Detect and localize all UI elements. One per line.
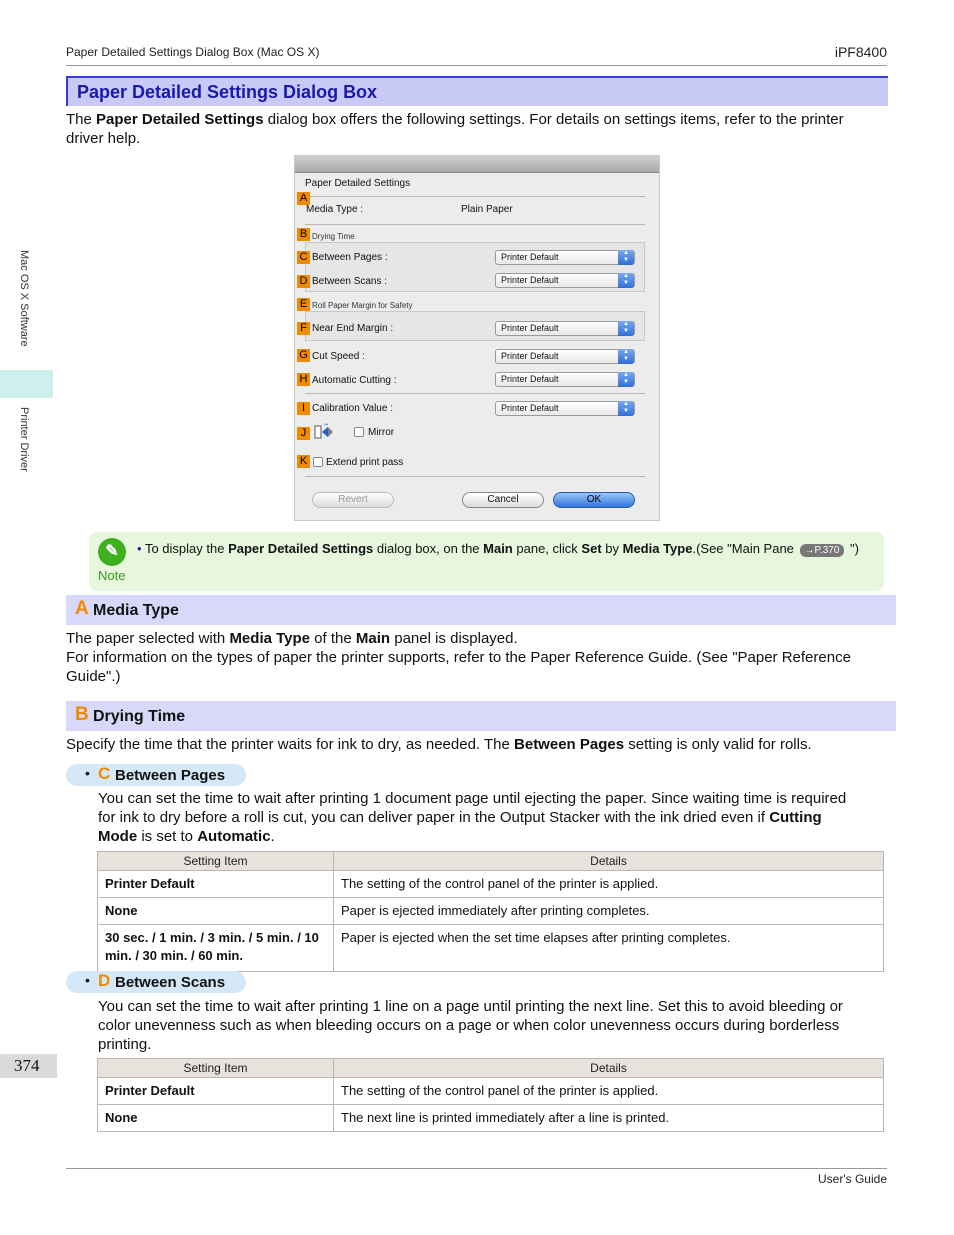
- callout-letter-h: H: [297, 373, 310, 386]
- note-text-2: dialog box, on the: [373, 541, 484, 556]
- media-type-text-1: The paper selected with: [66, 630, 230, 647]
- popup-value: Printer Default: [501, 403, 559, 413]
- between-pages-bold-2: Mode: [98, 828, 138, 845]
- between-scans-text-2: color unevenness such as when bleeding occurs on a page or when color unevenness occurs during borderless: [98, 1017, 840, 1034]
- table-row: [98, 871, 884, 898]
- between-scans-label: Between Scans :: [312, 276, 388, 287]
- media-type-paragraph: [66, 629, 896, 686]
- table-cell-details: Paper is ejected immediately after printing completes.: [334, 898, 884, 925]
- table-header-details: Details: [334, 852, 884, 871]
- between-scans-paragraph: [98, 997, 888, 1054]
- note-bold-3: Set: [581, 541, 602, 556]
- between-pages-text-4: .: [270, 828, 275, 845]
- table-header-details: Details: [334, 1059, 884, 1078]
- side-tab-highlight: [0, 370, 53, 398]
- table-row: [98, 1078, 884, 1105]
- header-divider: [66, 65, 887, 66]
- intro-bold-1: Paper Detailed Settings: [96, 111, 264, 128]
- running-header-model: iPF8400: [834, 44, 887, 60]
- page-number: 374: [0, 1054, 57, 1078]
- media-type-value: Plain Paper: [461, 204, 513, 215]
- section-letter-a: A: [75, 598, 89, 619]
- between-pages-text-3: is set to: [137, 828, 198, 845]
- near-end-margin-label: Near End Margin :: [312, 323, 394, 334]
- callout-letter-d: D: [297, 275, 310, 288]
- note-text-3: pane, click: [512, 541, 582, 556]
- note-text-1: To display the: [144, 541, 229, 556]
- between-pages-bold-1: Cutting: [769, 809, 822, 826]
- note-bold-1: Paper Detailed Settings: [228, 541, 374, 556]
- extend-print-pass-checkbox[interactable]: [313, 457, 323, 467]
- section-letter-b: B: [75, 704, 89, 725]
- table-header-row: [98, 852, 884, 871]
- page-title: Paper Detailed Settings Dialog Box: [77, 82, 378, 102]
- dialog-divider: [305, 476, 645, 477]
- popup-arrows-icon: ▲ ▼: [618, 372, 634, 387]
- table-header-setting-item: Setting Item: [98, 852, 334, 871]
- popup-arrows-icon: ▲ ▼: [618, 250, 634, 265]
- dialog-divider: [305, 224, 645, 225]
- table-cell-item: Printer Default: [98, 1078, 334, 1105]
- cut-speed-label: Cut Speed :: [312, 351, 365, 362]
- dialog-divider: [305, 393, 645, 394]
- section-title-media-type: Media Type: [93, 602, 179, 619]
- media-type-text-5: Guide".): [66, 668, 121, 685]
- mirror-checkbox[interactable]: [354, 427, 364, 437]
- table-cell-details: The setting of the control panel of the printer is applied.: [334, 871, 884, 898]
- between-pages-label: Between Pages :: [312, 252, 388, 263]
- paper-detailed-settings-dialog: [294, 155, 660, 521]
- running-header-title: Paper Detailed Settings Dialog Box (Mac OS X): [66, 45, 320, 59]
- section-header-media-type: [66, 595, 896, 625]
- extend-print-pass-label: Extend print pass: [326, 457, 404, 468]
- between-scans-text-1: You can set the time to wait after printing 1 line on a page until printing the next line. Set this to avoid bleeding or: [98, 998, 843, 1015]
- automatic-cutting-popup[interactable]: [495, 372, 635, 387]
- bullet-icon: •: [137, 541, 142, 556]
- near-end-margin-popup[interactable]: [495, 321, 635, 336]
- note-text-4: by: [601, 541, 623, 556]
- ok-button[interactable]: OK: [553, 492, 635, 508]
- page-title-bar: [66, 76, 888, 106]
- cancel-button[interactable]: Cancel: [462, 492, 544, 508]
- dialog-titlebar: [295, 156, 659, 173]
- between-scans-table: [97, 1058, 884, 1132]
- section-header-drying-time: [66, 701, 896, 731]
- side-tab-mac-os-x-software[interactable]: Mac OS X Software: [18, 250, 30, 347]
- drying-time-group-label: Drying Time: [312, 232, 355, 241]
- table-header-setting-item: Setting Item: [98, 1059, 334, 1078]
- drying-time-bold-1: Between Pages: [514, 736, 625, 753]
- bullet-icon: •: [85, 972, 90, 988]
- callout-letter-g: G: [297, 349, 310, 362]
- note-text-5: .(See "Main Pane: [692, 541, 798, 556]
- note-label: Note: [98, 568, 126, 583]
- table-cell-item: 30 sec. / 1 min. / 3 min. / 5 min. / 10 min. / 30 min. / 60 min.: [98, 925, 334, 972]
- between-scans-popup[interactable]: [495, 273, 635, 288]
- popup-arrows-icon: ▲ ▼: [618, 349, 634, 364]
- table-row: [98, 898, 884, 925]
- table-cell-details: Paper is ejected when the set time elapses after printing completes.: [334, 925, 884, 972]
- table-cell-item: None: [98, 1105, 334, 1132]
- intro-paragraph: [66, 110, 896, 148]
- popup-value: Printer Default: [501, 374, 559, 384]
- media-type-bold-2: Main: [355, 630, 391, 647]
- callout-letter-i: I: [297, 402, 310, 415]
- revert-button[interactable]: Revert: [312, 492, 394, 508]
- popup-value: Printer Default: [501, 275, 559, 285]
- subsection-letter-d: D: [98, 971, 111, 990]
- note-text: [137, 541, 859, 557]
- table-cell-details: The next line is printed immediately after a line is printed.: [334, 1105, 884, 1132]
- bullet-icon: •: [85, 765, 90, 781]
- drying-time-paragraph: [66, 735, 896, 754]
- note-bold-4: Media Type: [622, 541, 693, 556]
- dialog-title: Paper Detailed Settings: [305, 178, 411, 189]
- between-pages-table: [97, 851, 884, 972]
- intro-text-2: dialog box offers the following settings. For details on settings items, refer to the printer: [263, 111, 844, 128]
- callout-letter-k: K: [297, 455, 310, 468]
- callout-letter-f: F: [297, 322, 310, 335]
- popup-value: Printer Default: [501, 252, 559, 262]
- between-pages-text-1: You can set the time to wait after printing 1 document page until ejecting the paper. Since waiting time is required: [98, 790, 847, 807]
- dialog-divider: [305, 196, 645, 197]
- table-header-row: [98, 1059, 884, 1078]
- callout-letter-c: C: [297, 251, 310, 264]
- callout-letter-e: E: [297, 298, 310, 311]
- intro-text-3: driver help.: [66, 130, 141, 147]
- pencil-note-icon: ✎: [98, 538, 126, 566]
- media-type-label: Media Type :: [306, 204, 364, 215]
- table-row: [98, 925, 884, 972]
- intro-text-1: The: [66, 111, 97, 128]
- subsection-title-between-scans: Between Scans: [115, 974, 226, 991]
- callout-letter-a: A: [297, 192, 310, 205]
- media-type-text-4: For information on the types of paper the printer supports, refer to the Paper Reference Guide. (See "Paper Reference: [66, 649, 851, 666]
- popup-arrows-icon: ▲ ▼: [618, 273, 634, 288]
- drying-time-text-1: Specify the time that the printer waits for ink to dry, as needed. The: [66, 736, 515, 753]
- drying-time-text-2: setting is only valid for rolls.: [624, 736, 812, 753]
- subsection-letter-c: C: [98, 764, 111, 783]
- page-reference-link[interactable]: →P.370: [800, 544, 845, 557]
- note-bold-2: Main: [483, 541, 513, 556]
- subsection-header-between-pages: [66, 764, 246, 786]
- subsection-title-between-pages: Between Pages: [115, 767, 226, 784]
- automatic-cutting-label: Automatic Cutting :: [312, 375, 397, 386]
- callout-letter-j: J: [297, 427, 310, 440]
- note-box: [89, 532, 884, 591]
- footer-guide-name: User's Guide: [818, 1172, 887, 1186]
- popup-value: Printer Default: [501, 351, 559, 361]
- mirror-icon: [314, 422, 334, 440]
- subsection-header-between-scans: [66, 971, 246, 993]
- side-tab-printer-driver[interactable]: Printer Driver: [18, 407, 30, 472]
- table-cell-item: Printer Default: [98, 871, 334, 898]
- between-pages-text-2: for ink to dry before a roll is cut, you can deliver paper in the Output Stacker with the ink dried even if: [98, 809, 770, 826]
- media-type-text-3: panel is displayed.: [390, 630, 518, 647]
- between-pages-bold-3: Automatic: [197, 828, 271, 845]
- table-row: [98, 1105, 884, 1132]
- cut-speed-popup[interactable]: [495, 349, 635, 364]
- svg-text:↔: ↔: [324, 422, 329, 428]
- section-title-drying-time: Drying Time: [93, 708, 186, 725]
- between-scans-text-3: printing.: [98, 1036, 152, 1053]
- between-pages-popup[interactable]: [495, 250, 635, 265]
- between-pages-paragraph: [98, 789, 888, 846]
- footer-divider: [66, 1168, 887, 1169]
- popup-arrows-icon: ▲ ▼: [618, 401, 634, 416]
- roll-margin-group-label: Roll Paper Margin for Safety: [312, 301, 413, 310]
- table-cell-details: The setting of the control panel of the printer is applied.: [334, 1078, 884, 1105]
- table-cell-item: None: [98, 898, 334, 925]
- media-type-text-2: of the: [310, 630, 356, 647]
- calibration-value-label: Calibration Value :: [312, 403, 393, 414]
- popup-value: Printer Default: [501, 323, 559, 333]
- media-type-bold-1: Media Type: [229, 630, 311, 647]
- note-text-6: "): [846, 541, 859, 556]
- popup-arrows-icon: ▲ ▼: [618, 321, 634, 336]
- callout-letter-b: B: [297, 228, 310, 241]
- mirror-label: Mirror: [368, 427, 395, 438]
- calibration-value-popup[interactable]: [495, 401, 635, 416]
